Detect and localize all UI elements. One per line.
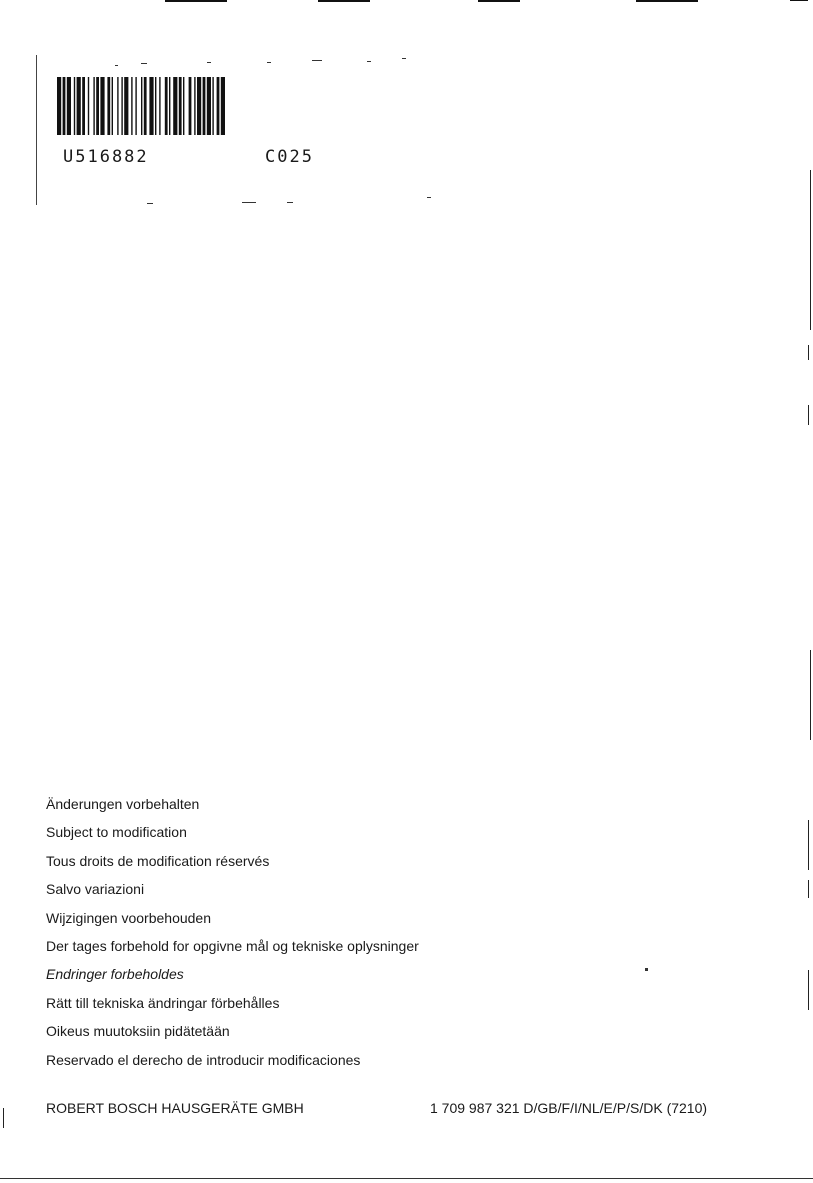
scan-rule bbox=[478, 0, 520, 2]
barcode-bar bbox=[197, 77, 201, 135]
edge-mark bbox=[810, 170, 811, 330]
barcode-bar bbox=[63, 77, 66, 135]
barcode-image bbox=[57, 77, 347, 135]
barcode-bar bbox=[124, 77, 128, 135]
barcode-bar bbox=[121, 77, 122, 135]
speck bbox=[141, 63, 147, 64]
barcode-bar bbox=[159, 77, 160, 135]
barcode-bar bbox=[141, 77, 142, 135]
speck bbox=[402, 58, 406, 59]
notice-line: Salvo variazioni bbox=[46, 881, 145, 898]
edge-mark bbox=[808, 970, 809, 1010]
barcode-bar bbox=[173, 77, 177, 135]
speck bbox=[207, 62, 211, 63]
barcode-bar bbox=[74, 77, 75, 135]
speck bbox=[115, 65, 118, 66]
barcode-bar bbox=[212, 77, 213, 135]
speck bbox=[367, 61, 371, 62]
speck bbox=[287, 202, 293, 203]
barcode-bar bbox=[112, 77, 113, 135]
scan-rule bbox=[790, 0, 808, 1]
barcode-bar bbox=[57, 77, 61, 135]
speck bbox=[147, 203, 153, 204]
notice-line: Subject to modification bbox=[46, 824, 187, 841]
barcode-bar bbox=[88, 77, 89, 135]
barcode-bar bbox=[67, 77, 71, 135]
barcode-bar bbox=[131, 77, 132, 135]
notice-line: Der tages forbehold for opgivne mål og tekniske oplysninger bbox=[46, 938, 419, 955]
barcode-bar bbox=[203, 77, 206, 135]
label-code-left: U516882 bbox=[63, 147, 149, 167]
notice-line: Rätt till tekniska ändringar förbehålles bbox=[46, 994, 280, 1011]
speck bbox=[242, 202, 256, 203]
edge-mark bbox=[808, 405, 809, 425]
speck bbox=[312, 60, 322, 61]
barcode-bar bbox=[144, 77, 147, 135]
barcode-label bbox=[36, 55, 437, 205]
barcode-bar bbox=[207, 77, 211, 135]
footer-company: ROBERT BOSCH HAUSGERÄTE GMBH bbox=[46, 1100, 304, 1116]
edge-mark bbox=[808, 345, 809, 360]
modification-notices bbox=[46, 790, 419, 1074]
edge-mark bbox=[810, 650, 811, 740]
scan-bottom-rule bbox=[0, 1178, 813, 1179]
barcode-bar bbox=[100, 77, 104, 135]
speck bbox=[427, 197, 431, 198]
barcode-bar bbox=[135, 77, 136, 135]
speck bbox=[645, 968, 648, 971]
scan-rule bbox=[318, 0, 370, 2]
barcode-bar bbox=[149, 77, 153, 135]
edge-mark bbox=[3, 1108, 4, 1128]
barcode-bar bbox=[221, 77, 225, 135]
barcode-bar bbox=[117, 77, 118, 135]
notice-line: Reservado el derecho de introducir modificaciones bbox=[46, 1051, 361, 1068]
barcode-bar bbox=[179, 77, 182, 135]
barcode-bar bbox=[194, 77, 195, 135]
barcode-bar bbox=[107, 77, 110, 135]
notice-line: Wijzigingen voorbehouden bbox=[46, 909, 211, 926]
barcode-bar bbox=[96, 77, 99, 135]
notice-line: Tous droits de modification réservés bbox=[46, 852, 270, 869]
barcode-bar bbox=[169, 77, 170, 135]
speck bbox=[267, 62, 271, 63]
barcode-bar bbox=[217, 77, 220, 135]
barcode-bar bbox=[82, 77, 85, 135]
notice-line: Endringer forbeholdes bbox=[46, 966, 184, 983]
barcode-bar bbox=[183, 77, 184, 135]
barcode-bar bbox=[77, 77, 81, 135]
scan-rule bbox=[636, 0, 698, 2]
barcode-bar bbox=[155, 77, 156, 135]
barcode-bar bbox=[93, 77, 94, 135]
barcode-bar bbox=[165, 77, 168, 135]
edge-mark bbox=[808, 820, 809, 870]
edge-mark bbox=[808, 880, 809, 898]
scan-rule bbox=[165, 0, 227, 2]
label-code-right: C025 bbox=[265, 147, 314, 167]
notice-line: Änderungen vorbehalten bbox=[46, 796, 200, 812]
notice-line: Oikeus muutoksiin pidätetään bbox=[46, 1023, 230, 1040]
barcode-bar bbox=[189, 77, 192, 135]
footer-code: 1 709 987 321 D/GB/F/I/NL/E/P/S/DK (7210) bbox=[430, 1100, 708, 1116]
